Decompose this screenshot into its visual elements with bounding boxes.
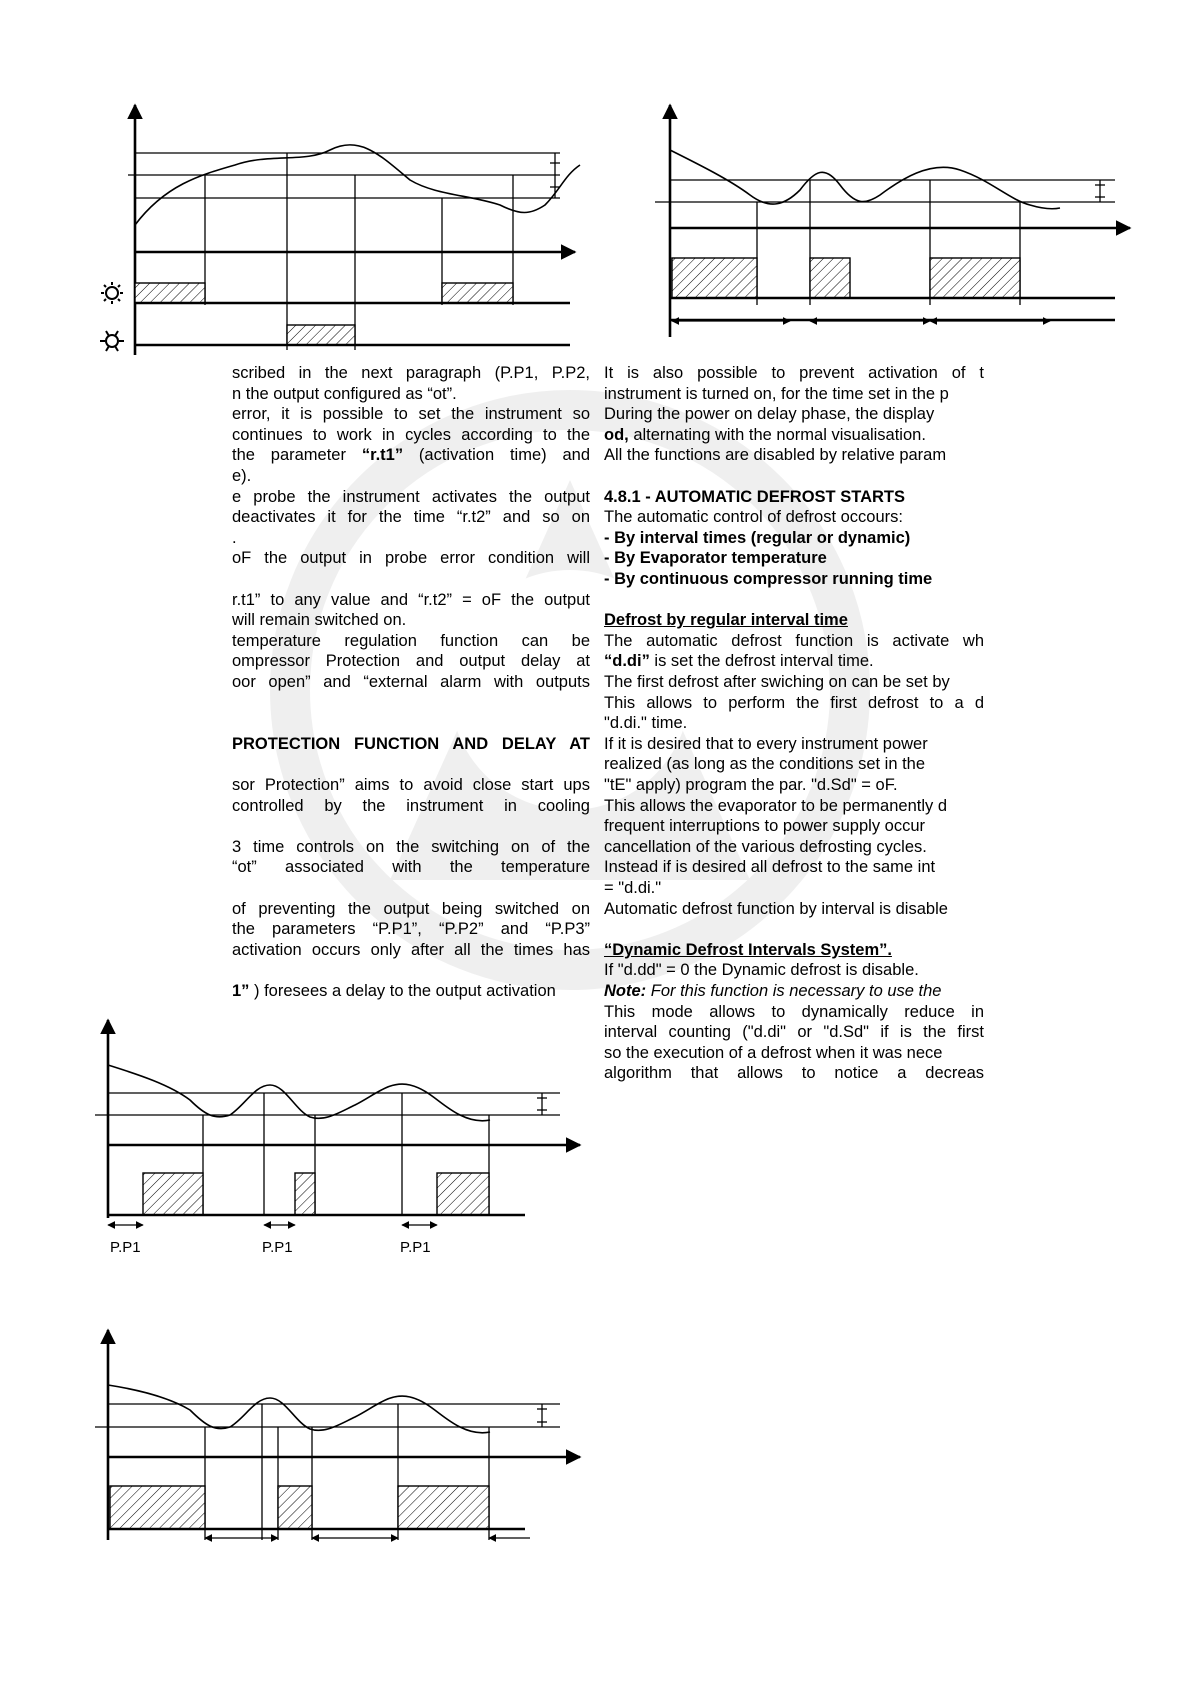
left_column-line: e probe the instrument activates the output xyxy=(232,487,590,506)
right_column-line: interval counting ("d.di" or "d.Sd" if is the first xyxy=(604,1023,984,1042)
left_column-line: oF the output in probe error condition will xyxy=(232,549,590,568)
left_column-line: the parameters “P.P1”, “P.P2” and “P.P3” xyxy=(232,920,590,939)
right_column-line: It is also possible to prevent activation of t xyxy=(604,364,984,382)
right_column-line: If it is desired that to every instrument power xyxy=(604,734,928,753)
figure-power-on-delay xyxy=(640,105,1140,345)
left_column-line: of preventing the output being switched on xyxy=(232,899,590,918)
right_column-line: The automatic control of defrost occours: xyxy=(604,508,903,527)
figure-pp1-delay xyxy=(90,1020,600,1270)
left_column-line: continues to work in cycles according to the xyxy=(232,425,590,444)
right_column-line: Defrost by regular interval time xyxy=(604,611,848,630)
right_column-line: instrument is turned on, for the time set in the p xyxy=(604,384,949,403)
right_column-line: The automatic defrost function is activate wh xyxy=(604,631,984,650)
left_column-line: 3 time controls on the switching on of the xyxy=(232,837,590,856)
left_column-line: will remain switched on. xyxy=(232,611,407,630)
left_column-line: “ot” associated with the temperature xyxy=(232,858,590,877)
right_column-line: “d.di” is set the defrost interval time. xyxy=(604,652,874,671)
left_column-line: temperature regulation function can be xyxy=(232,631,590,650)
sun-heat-icon xyxy=(101,282,123,304)
figure-heat-cool-neutral-zone xyxy=(90,105,590,360)
left_column-line: sor Protection” aims to avoid close start ups xyxy=(232,776,590,794)
left_column-line: activation occurs only after all the times has xyxy=(232,940,590,959)
left_column-line: r.t1” to any value and “r.t2” = oF the output xyxy=(232,590,590,609)
pp1-label: P.P1 xyxy=(110,1239,141,1256)
right_column-line: This mode allows to dynamically reduce in xyxy=(604,1002,984,1021)
right_column-line: “Dynamic Defrost Intervals System”. xyxy=(604,940,892,959)
right_column-line: realized (as long as the conditions set in the xyxy=(604,755,926,774)
right_column-line: 4.8.1 - AUTOMATIC DEFROST STARTS xyxy=(604,487,905,506)
left_column-line: e). xyxy=(232,467,252,485)
left_column-line: error, it is possible to set the instrument so xyxy=(232,405,590,424)
left_column-line: deactivates it for the time “r.t2” and so on xyxy=(232,508,590,527)
snowflake-cool-icon xyxy=(100,331,124,351)
right_column-line: If "d.dd" = 0 the Dynamic defrost is disable. xyxy=(604,961,919,980)
right_column-line: = "d.di." xyxy=(604,879,662,897)
left_column-line: ompressor Protection and output delay at xyxy=(232,652,590,671)
right_column-line: Instead if is desired all defrost to the same int xyxy=(604,858,936,877)
right_column-line: All the functions are disabled by relative param xyxy=(604,446,947,465)
pp1-label: P.P1 xyxy=(400,1239,431,1256)
right_column-line: This allows the evaporator to be permanently d xyxy=(604,796,948,815)
right_column-line: frequent interruptions to power supply occur xyxy=(604,817,926,836)
right_column-line: - By interval times (regular or dynamic) xyxy=(604,528,911,547)
left_column-line: 1” ) foresees a delay to the output activation xyxy=(232,982,556,1000)
right_column-line: - By continuous compressor running time xyxy=(604,570,933,588)
left_column-line: scribed in the next paragraph (P.P1, P.P2, xyxy=(232,364,590,382)
right_column-line: cancellation of the various defrosting cycles. xyxy=(604,837,927,856)
right_column-line: - By Evaporator temperature xyxy=(604,549,827,568)
left_column-line: the parameter “r.t1” (activation time) and xyxy=(232,446,590,465)
right_column-line: This allows to perform the first defrost to a d xyxy=(604,693,984,712)
right_column-line: od, alternating with the normal visualisation. xyxy=(604,425,926,444)
right_column-line: During the power on delay phase, the display xyxy=(604,405,935,424)
pp1-label: P.P1 xyxy=(262,1239,293,1256)
figure-pp2-delay xyxy=(90,1330,600,1550)
left_column-line: PROTECTION FUNCTION AND DELAY AT xyxy=(232,734,590,753)
right_column-line: "tE" apply) program the par. "d.Sd" = oF. xyxy=(604,776,898,794)
left_column-line: . xyxy=(232,528,237,547)
left_column-line: controlled by the instrument in cooling xyxy=(232,796,590,815)
right_column-line: Automatic defrost function by interval is disable xyxy=(604,899,948,918)
right_column-line: so the execution of a defrost when it was nece xyxy=(604,1043,943,1062)
left_column-line: oor open” and “external alarm with outputs xyxy=(232,673,590,691)
right_column-line: The first defrost after swiching on can be set by xyxy=(604,673,950,691)
left_column-line: n the output configured as “ot”. xyxy=(232,384,457,403)
right_column-line: algorithm that allows to notice a decreas xyxy=(604,1064,984,1083)
right_column-line: "d.di." time. xyxy=(604,714,688,733)
right_column-line: Note: For this function is necessary to use the xyxy=(604,982,942,1000)
